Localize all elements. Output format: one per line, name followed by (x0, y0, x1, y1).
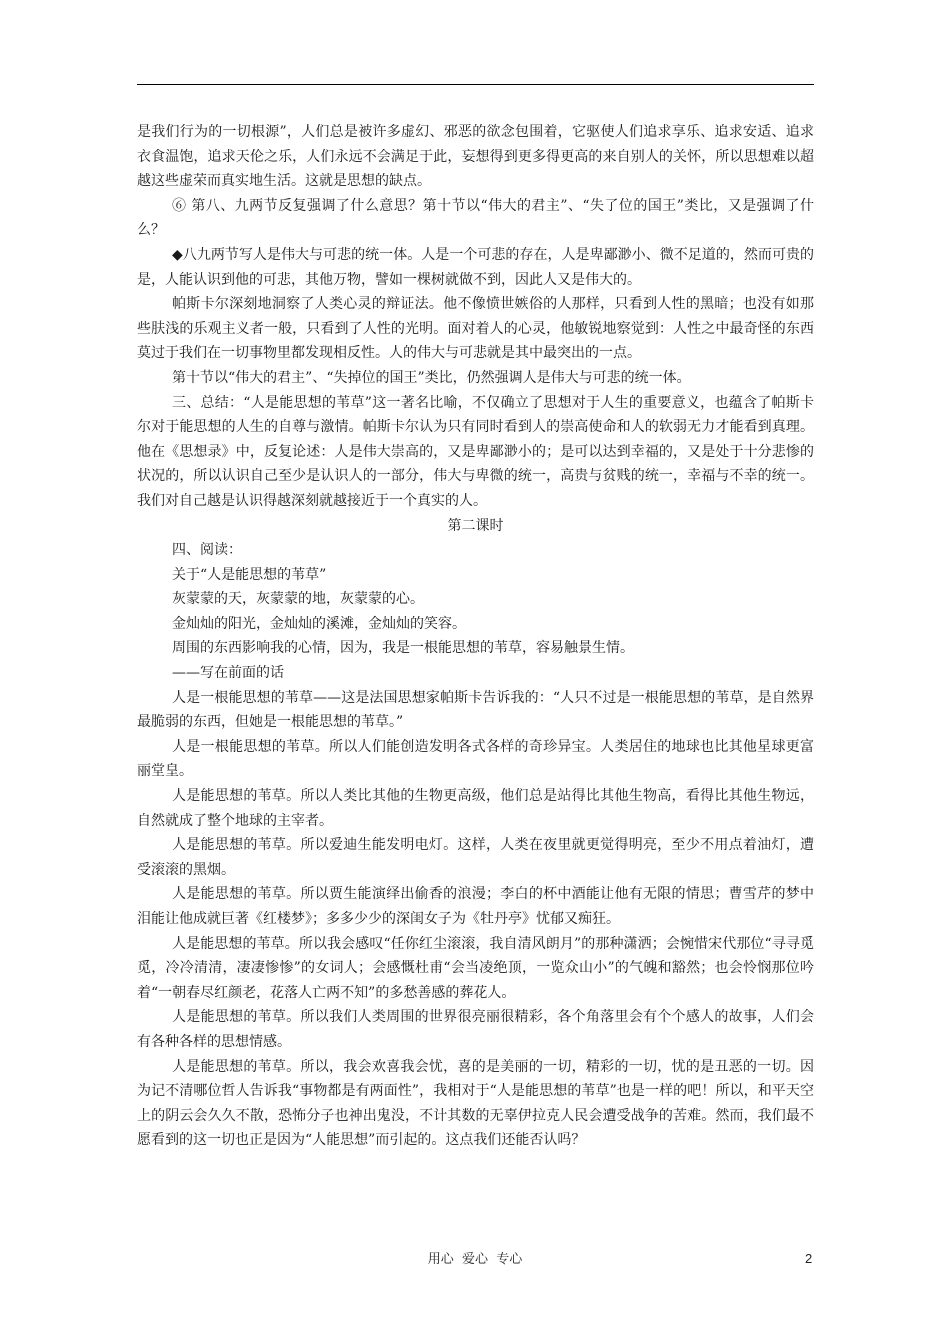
document-body (137, 120, 814, 1153)
paragraph: 人是一根能思想的苇草——这是法国思想家帕斯卡告诉我的：“人只不过是一根能思想的苇草，是自然界最脆弱的东西，但她是一根能思想的苇草。” (137, 689, 814, 731)
paragraph: ——写在前面的话 (172, 665, 284, 682)
section-heading: 第二课时 (447, 517, 504, 534)
paragraph: 第十节以“伟大的君主”、“失掉位的国王”类比，仍然强调人是伟大与可悲的统一体。 (172, 369, 691, 386)
paragraph: 人是一根能思想的苇草。所以人们能创造发明各式各样的奇珍异宝。人类居住的地球也比其他星球更富丽堂皇。 (137, 738, 814, 780)
paragraph: 人是能思想的苇草。所以爱迪生能发明电灯。这样，人类在夜里就更觉得明亮，至少不用点着油灯，遭受滚滚的黑烟。 (137, 837, 814, 878)
paragraph: 四、阅读： (172, 542, 242, 559)
paragraph: 人是能思想的苇草。所以，我会欢喜我会忧，喜的是美丽的一切，精彩的一切，忧的是丑恶的一切。因为记不清哪位哲人告诉我“事物都是有两面性”，我相对于“人是能思想的苇草”也是一样的吧！所以，和平天空上的阴云会久久不散，恐怖分子也神出鬼没，不计其数的无辜伊拉克人民会遭受战争的苦难。然而，我们最不愿看到的这一切也正是因为“人能思想”而引起的。这点我们还能否认吗？ (137, 1058, 814, 1149)
header-rule (137, 84, 814, 85)
paragraph: 人是能思想的苇草。所以我会感叹“任你红尘滚滚，我自清风朗月”的那种潇洒；会惋惜宋代那位“寻寻觅觅，冷冷清清，凄凄惨惨”的女词人；会感慨杜甫“会当凌绝顶，一览众山小”的气魄和豁然；也会怜悯那位吟着“一朝春尽红颜老，花落人亡两不知”的多愁善感的葬花人。 (137, 935, 814, 1001)
paragraph: ⑥ 第八、九两节反复强调了什么意思？第十节以“伟大的君主”、“失了位的国王”类比，又是强调了什么？ (137, 197, 814, 239)
paragraph: 人是能思想的苇草。所以贾生能演绎出偷香的浪漫；李白的杯中酒能让他有无限的情思；曹雪芹的梦中泪能让他成就巨著《红楼梦》；多多少少的深闺女子为《牡丹亭》忧郁又痴狂。 (137, 886, 814, 927)
paragraph: 人是能思想的苇草。所以人类比其他的生物更高级，他们总是站得比其他生物高，看得比其他生物远，自然就成了整个地球的主宰者。 (137, 788, 814, 829)
paragraph: 灰蒙蒙的天，灰蒙蒙的地，灰蒙蒙的心。 (172, 591, 424, 608)
paragraph: 金灿灿的阳光，金灿灿的溪滩，金灿灿的笑容。 (172, 615, 466, 632)
page-number: 2 (805, 1251, 813, 1266)
paragraph: 帕斯卡尔深刻地洞察了人类心灵的辩证法。他不像愤世嫉俗的人那样，只看到人性的黑暗；也没有如那些肤浅的乐观主义者一般，只看到了人性的光明。面对着人的心灵，他敏锐地察觉到：人性之中最奇怪的东西莫过于我们在一切事物里都发现相反性。人的伟大与可悲就是其中最突出的一点。 (137, 296, 814, 362)
paragraph: 三、总结：“人是能思想的苇草”这一著名比喻，不仅确立了思想对于人生的重要意义，也蕴含了帕斯卡尔对于能思想的人生的自尊与激情。帕斯卡尔认为只有同时看到人的崇高使命和人的软弱无力才能看到真理。他在《思想录》中，反复论述：人是伟大崇高的，又是卑鄙渺小的；是可以达到幸福的，又是处于十分悲惨的状况的，所以认识自己至少是认识人的一部分，伟大与卑微的统一，高贵与贫贱的统一，幸福与不幸的统一。我们对自己越是认识得越深刻就越接近于一个真实的人。 (137, 394, 814, 509)
paragraph: 关于“人是能思想的苇草” (172, 566, 327, 583)
paragraph: 周围的东西影响我的心情，因为，我是一根能思想的苇草，容易触景生情。 (172, 640, 634, 657)
paragraph: 人是能思想的苇草。所以我们人类周围的世界很亮丽很精彩，各个角落里会有个个感人的故事，人们会有各种各样的思想情感。 (137, 1009, 814, 1050)
paragraph: 是我们行为的一切根源”，人们总是被许多虚幻、邪恶的欲念包围着，它驱使人们追求享乐、追求安适、追求衣食温饱，追求天伦之乐，人们永远不会满足于此，妄想得到更多得更高的来自别人的关怀，所以思想难以超越这些虚荣而真实地生活。这就是思想的缺点。 (137, 124, 814, 190)
footer-motto: 用心 爱心 专心 (427, 1252, 523, 1267)
paragraph: ◆八九两节写人是伟大与可悲的统一体。人是一个可悲的存在，人是卑鄙渺小、微不足道的，然而可贵的是，人能认识到他的可悲，其他万物，譬如一棵树就做不到，因此人又是伟大的。 (137, 246, 814, 288)
